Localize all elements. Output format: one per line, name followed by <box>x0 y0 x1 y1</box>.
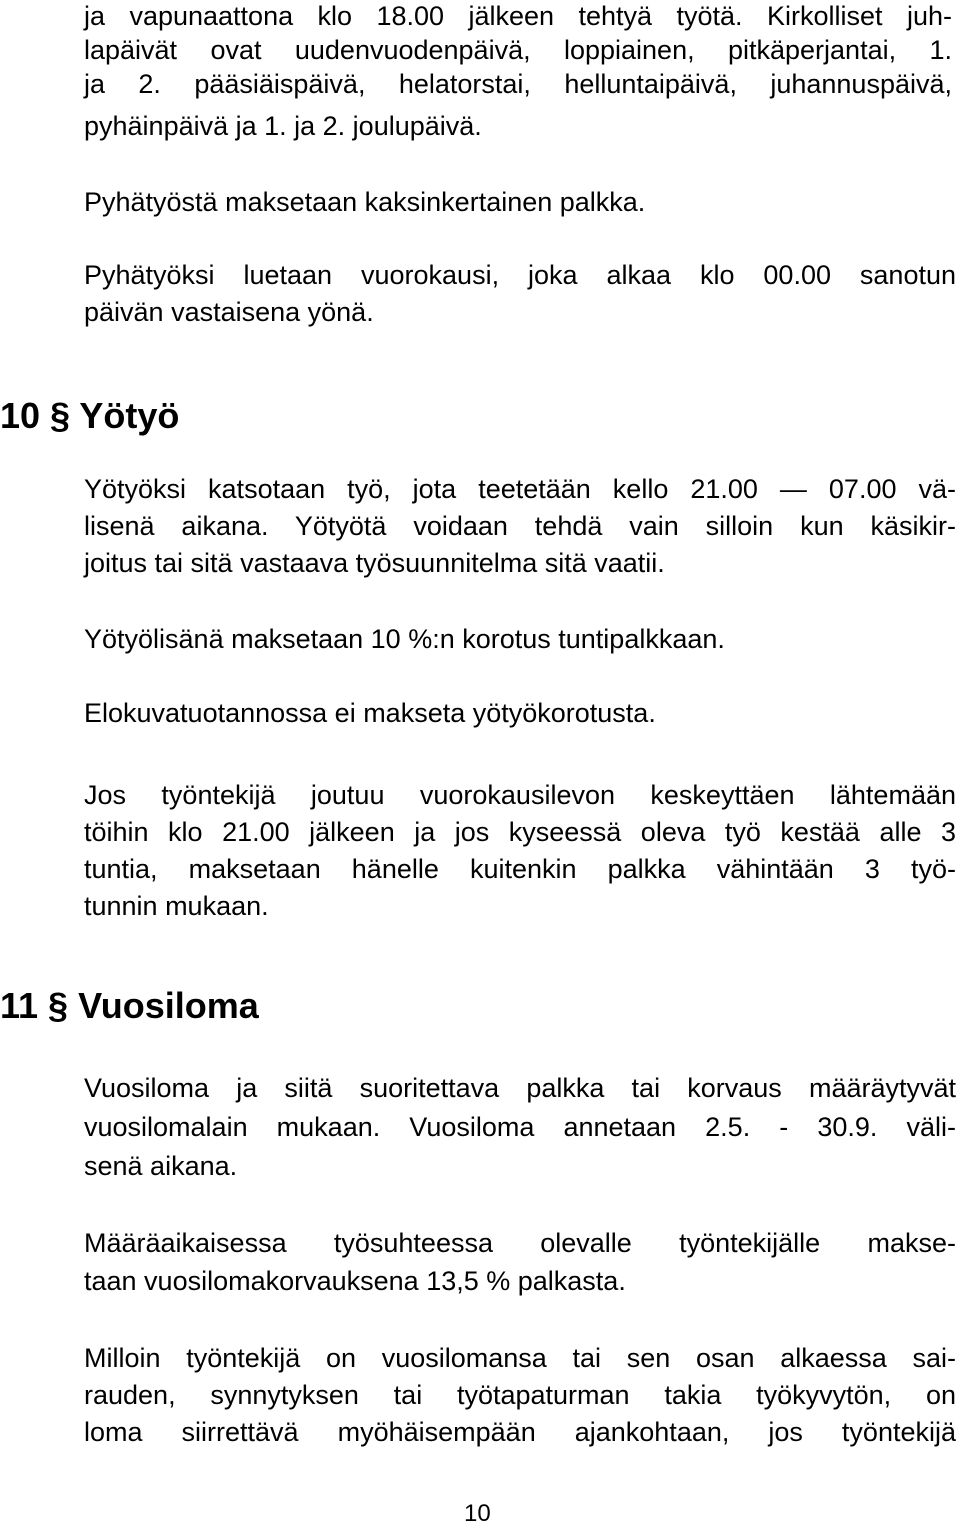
paragraph-line: vuosilomalain mukaan. Vuosiloma annetaan 2.5. - 30.9. väli- <box>84 1112 956 1142</box>
paragraph-line: pyhäinpäivä ja 1. ja 2. joulupäivä. <box>84 111 482 141</box>
paragraph-line: senä aikana. <box>84 1151 238 1181</box>
section-heading: 11 § Vuosiloma <box>0 985 259 1026</box>
paragraph-line: lisenä aikana. Yötyötä voidaan tehdä vain silloin kun käsikir- <box>84 511 956 541</box>
paragraph-line: Vuosiloma ja siitä suoritettava palkka tai korvaus määräytyvät <box>84 1073 956 1103</box>
paragraph-line: töihin klo 21.00 jälkeen ja jos kyseessä oleva työ kestää alle 3 <box>84 817 956 847</box>
paragraph-line: tunnin mukaan. <box>84 891 269 921</box>
paragraph-line: päivän vastaisena yönä. <box>84 297 374 327</box>
paragraph-line: Yötyöksi katsotaan työ, jota teetetään kello 21.00 — 07.00 vä- <box>84 474 956 504</box>
paragraph: Elokuvatuotannossa ei makseta yötyökorotusta. <box>84 698 656 728</box>
paragraph-line: tuntia, maksetaan hänelle kuitenkin palkka vähintään 3 työ- <box>84 854 956 884</box>
paragraph: Pyhätyöstä maksetaan kaksinkertainen palkka. <box>84 187 646 217</box>
paragraph-line: ja 2. pääsiäispäivä, helatorstai, helluntaipäivä, juhannuspäivä, <box>84 69 952 99</box>
paragraph-line: rauden, synnytyksen tai työtapaturman takia työkyvytön, on <box>84 1380 956 1410</box>
paragraph-line: loma siirrettävä myöhäisempään ajankohtaan, jos työntekijä <box>84 1417 956 1447</box>
paragraph-line: ja vapunaattona klo 18.00 jälkeen tehtyä työtä. Kirkolliset juh- <box>84 1 952 31</box>
paragraph: Yötyölisänä maksetaan 10 %:n korotus tuntipalkkaan. <box>84 624 725 654</box>
paragraph-line: Jos työntekijä joutuu vuorokausilevon keskeyttäen lähtemään <box>84 780 956 810</box>
paragraph-line: taan vuosilomakorvauksena 13,5 % palkasta. <box>84 1266 626 1296</box>
paragraph-line: Pyhätyöksi luetaan vuorokausi, joka alkaa klo 00.00 sanotun <box>84 260 956 290</box>
paragraph-line: joitus tai sitä vastaava työsuunnitelma sitä vaatii. <box>84 548 665 578</box>
paragraph-line: lapäivät ovat uudenvuodenpäivä, loppiainen, pitkäperjantai, 1. <box>84 35 952 65</box>
page-number: 10 <box>464 1500 491 1527</box>
paragraph-line: Määräaikaisessa työsuhteessa olevalle työntekijälle makse- <box>84 1228 956 1258</box>
section-heading: 10 § Yötyö <box>0 395 180 436</box>
paragraph-line: Milloin työntekijä on vuosilomansa tai sen osan alkaessa sai- <box>84 1343 956 1373</box>
